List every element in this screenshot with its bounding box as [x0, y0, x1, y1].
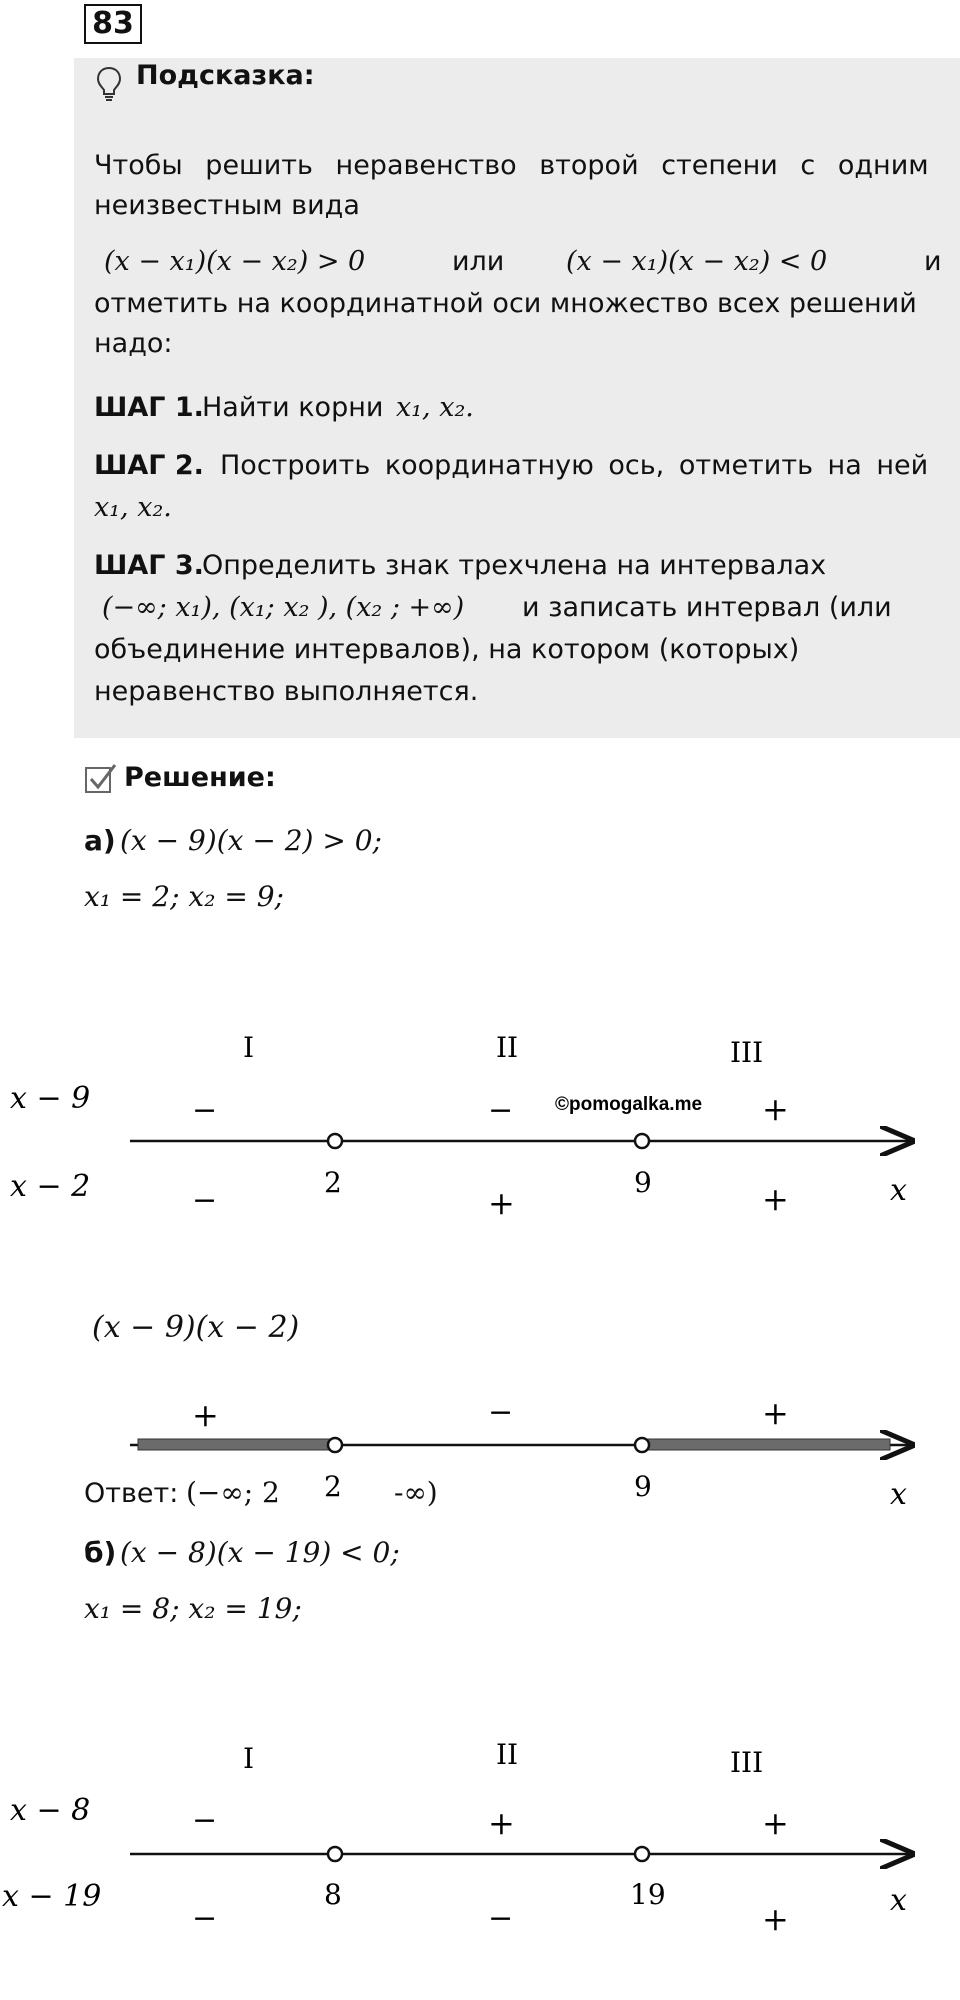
step3-text: Определить знак трехчлена на интервалах	[202, 550, 827, 581]
hint-para1-line2: неизвестным вида	[94, 190, 360, 221]
hint-ineq-lt: (x − x₁)(x − x₂) < 0	[566, 246, 828, 277]
product-sign-2: −	[488, 1395, 514, 1430]
lightbulb-icon	[96, 66, 122, 114]
product-point-2	[328, 1438, 342, 1452]
factor2-sign-2: +	[488, 1184, 515, 1222]
interval-label-1: I	[243, 1031, 255, 1064]
hint-or-word: или	[452, 246, 505, 277]
factor1-sign-1: −	[192, 1093, 218, 1128]
hint-ineq-gt: (x − x₁)(x − x₂) > 0	[104, 246, 366, 277]
hint-para1-line1: Чтобы решить неравенство второй степени с одним	[94, 150, 929, 181]
b-axis-var: x	[890, 1883, 907, 1918]
step3-line4: неравенство выполняется.	[94, 676, 479, 707]
b-factor2-sign-2: −	[488, 1901, 514, 1936]
b-factor2-sign-3: +	[762, 1900, 789, 1938]
part-a-label: а)	[84, 824, 116, 857]
point-label-1: 2	[324, 1166, 342, 1199]
checkbox-icon	[84, 762, 118, 800]
hint-para2-line2: надо:	[94, 328, 173, 359]
b-factor1-sign-1: −	[192, 1803, 218, 1838]
step1-label: ШАГ 1.	[94, 392, 204, 423]
point-2	[328, 1134, 342, 1148]
solution-title: Решение:	[124, 762, 276, 793]
b-point-8	[328, 1847, 342, 1861]
factor2-label: x − 2	[10, 1169, 91, 1204]
part-a-roots: x₁ = 2; x₂ = 9;	[84, 880, 284, 913]
hint-title: Подсказка:	[136, 60, 315, 91]
factor1-label: x − 9	[10, 1081, 91, 1116]
factor2-sign-1: −	[192, 1183, 218, 1218]
axis-var: x	[890, 1173, 907, 1208]
part-b-roots: x₁ = 8; x₂ = 19;	[84, 1592, 302, 1625]
factor2-sign-3: +	[762, 1180, 789, 1218]
step2-label: ШАГ 2.	[94, 450, 204, 481]
hint-and-word: и	[924, 246, 942, 277]
product-sign-1: +	[192, 1396, 219, 1434]
step3-intervals: (−∞; x₁), (x₁; x₂ ), (x₂ ; +∞)	[102, 592, 465, 623]
product-axis-var: x	[890, 1477, 907, 1512]
sign-diagram-a	[0, 1020, 960, 1230]
b-interval-label-2: II	[496, 1738, 519, 1771]
step3-line2-text: и записать интервал (или	[522, 592, 892, 623]
b-factor2-sign-1: −	[192, 1901, 218, 1936]
shaded-interval-1	[138, 1439, 330, 1450]
factor1-sign-3: +	[762, 1090, 789, 1128]
b-factor1-label: x − 8	[10, 1793, 91, 1828]
b-point-19	[635, 1847, 649, 1861]
part-b-label: б)	[84, 1536, 117, 1569]
point-label-2: 9	[634, 1166, 652, 1199]
b-interval-label-1: I	[243, 1742, 255, 1775]
answer-a-tail: -∞)	[394, 1476, 438, 1509]
b-point-label-2: 19	[630, 1878, 666, 1911]
hint-box	[74, 58, 960, 738]
product-point-label-1: 2	[324, 1470, 342, 1503]
task-number: 83	[84, 4, 142, 44]
b-interval-label-3: III	[730, 1746, 764, 1779]
step1-roots: x₁, x₂.	[396, 392, 474, 423]
product-label: (x − 9)(x − 2)	[92, 1310, 300, 1345]
interval-label-2: II	[496, 1031, 519, 1064]
watermark: ©pomogalka.me	[555, 1094, 703, 1115]
step2-text: Построить координатную ось, отметить на ней	[220, 450, 929, 481]
b-factor2-label: x − 19	[2, 1879, 102, 1914]
b-factor1-sign-2: +	[488, 1804, 515, 1842]
product-point-label-2: 9	[634, 1470, 652, 1503]
interval-label-3: III	[730, 1036, 764, 1069]
step2-roots: x₁, x₂.	[94, 492, 172, 523]
answer-a-label: Ответ:	[84, 1478, 179, 1509]
b-factor1-sign-3: +	[762, 1804, 789, 1842]
factor1-sign-2: −	[488, 1093, 514, 1128]
step3-line3: объединение интервалов), на котором (которых)	[94, 634, 800, 665]
step1-text: Найти корни	[202, 392, 384, 423]
product-sign-3: +	[762, 1394, 789, 1432]
answer-a-text: (−∞; 2	[186, 1476, 280, 1509]
step3-label: ШАГ 3.	[94, 550, 204, 581]
shaded-interval-3	[648, 1439, 890, 1450]
hint-para2-line1: отметить на координатной оси множество всех решений	[94, 288, 917, 319]
product-point-9	[635, 1438, 649, 1452]
b-point-label-1: 8	[324, 1878, 342, 1911]
part-a-inequality: (x − 9)(x − 2) > 0;	[120, 824, 382, 857]
point-9	[635, 1134, 649, 1148]
part-b-inequality: (x − 8)(x − 19) < 0;	[120, 1536, 400, 1569]
sign-diagram-b	[0, 1730, 960, 1950]
